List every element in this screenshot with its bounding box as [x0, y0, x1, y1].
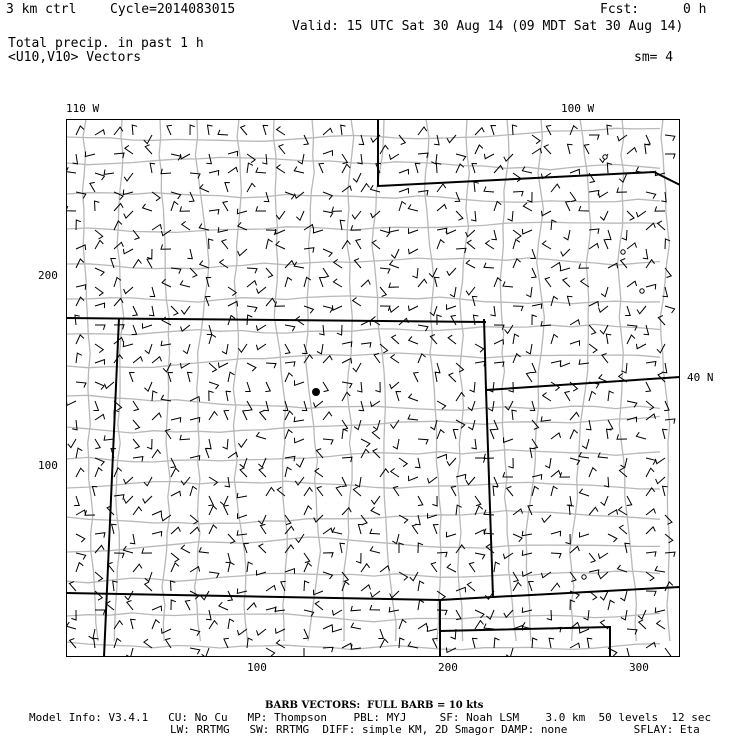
x-tick-300: 300 [629, 661, 649, 674]
valid-time: Valid: 15 UTC Sat 30 Aug 14 (09 MDT Sat 30 Aug 14) [292, 19, 684, 34]
lon-label-110w: 110 W [66, 102, 100, 115]
weather-map [66, 119, 680, 657]
calm-circle [582, 575, 586, 579]
calm-circle [603, 155, 607, 159]
x-tick-200: 200 [438, 661, 458, 674]
forecast-hour-value: 0 h [683, 2, 707, 17]
forecast-hour-label: Fcst: [600, 2, 640, 17]
model-name: 3 km ctrl [6, 2, 77, 17]
lon-label-100w: 100 W [561, 102, 595, 115]
vector-title: <U10,V10> Vectors [8, 50, 142, 65]
lat-label-40n: 40 N [687, 371, 714, 384]
y-tick-200: 200 [38, 269, 58, 282]
model-info-line2: LW: RRTMG SW: RRTMG DIFF: simple KM, 2D Smagor DAMP: none SFLAY: Eta [170, 723, 700, 736]
calm-circle [621, 250, 625, 254]
field-title: Total precip. in past 1 h [8, 36, 204, 51]
model-info-line1: Model Info: V3.4.1 CU: No Cu MP: Thompson PBL: MYJ SF: Noah LSM 3.0 km 50 levels 12 sec [29, 711, 712, 724]
barb-legend: BARB VECTORS: FULL BARB = 10 kts [265, 700, 484, 711]
calm-circle [640, 289, 644, 293]
x-tick-100: 100 [247, 661, 267, 674]
y-tick-100: 100 [38, 459, 58, 472]
city-dot [312, 388, 320, 396]
smoothing-label: sm= 4 [634, 50, 674, 65]
cycle-label: Cycle=2014083015 [110, 2, 236, 17]
